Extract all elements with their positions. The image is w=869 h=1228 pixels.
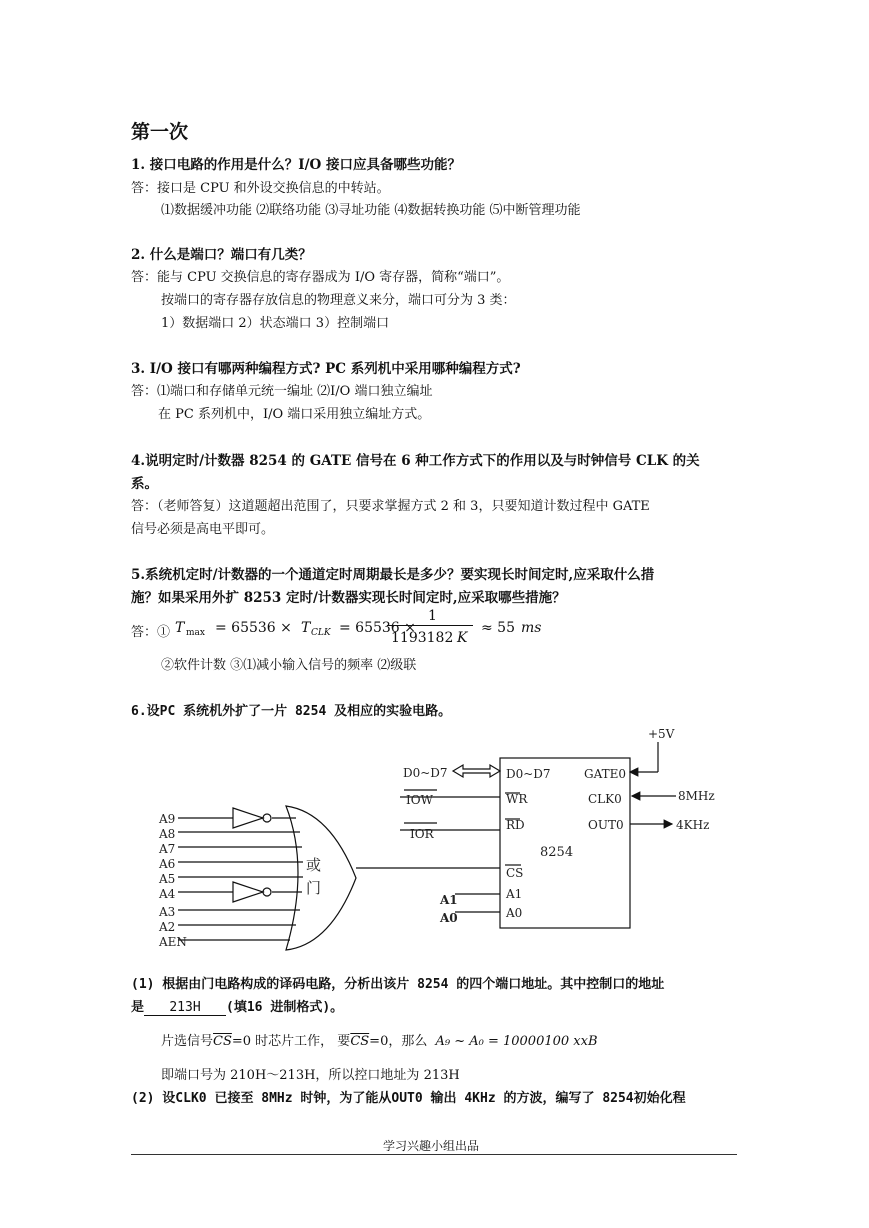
cs-symbol-2: $\overline{CS}$ xyxy=(350,1034,370,1049)
question-5-cont: 施？如果采用外扩 8253 定时/计数器实现长时间定时,应采取哪些措施？ xyxy=(131,590,566,606)
address-expression: A₉ ~ A₀ = 10000100 xxB xyxy=(435,1034,598,1049)
input-a8: A8 xyxy=(159,827,176,841)
cs-mid: =0 时芯片工作， 要 xyxy=(231,1034,351,1049)
input-a3: A3 xyxy=(159,905,176,919)
cs-mid2: =0，那么 xyxy=(369,1034,428,1049)
input-a2: A2 xyxy=(159,920,176,934)
cs-symbol: $\overline{CS}$ xyxy=(213,1034,232,1049)
answer-2-types: 1）数据端口 2）状态端口 3）控制端口 xyxy=(161,316,390,331)
input-a7: A7 xyxy=(159,842,176,856)
question-2: 2. 什么是端口？端口有几类？ xyxy=(131,247,312,263)
input-a4: A4 xyxy=(159,887,176,901)
chip-8254-box xyxy=(500,758,630,928)
sub1-suffix: (填16 进制格式)。 xyxy=(226,1000,344,1015)
pin-a1: A1 xyxy=(506,887,523,901)
formula-t: T xyxy=(175,620,185,636)
answer-blank: 213H xyxy=(144,1000,226,1016)
input-a9: A9 xyxy=(159,812,176,826)
input-a5: A5 xyxy=(159,872,176,886)
chip-label: 8254 xyxy=(540,845,574,860)
input-aen: AEN xyxy=(159,935,187,949)
or-gate-label2: 门 xyxy=(306,879,322,897)
footer-text: 学习兴趣小组出品 xyxy=(383,1139,480,1153)
or-gate-label: 或 xyxy=(306,856,322,874)
formula-unit: ms xyxy=(521,620,542,636)
formula-eq2: = 65536 × xyxy=(339,620,416,636)
pin-cs: CS xyxy=(506,866,524,880)
answer-1-functions: ⑴数据缓冲功能 ⑵联络功能 ⑶寻址功能 ⑷数据转换功能 ⑸中断管理功能 xyxy=(161,203,581,218)
question-6: 6.设PC 系统机外扩了一片 8254 及相应的实验电路。 xyxy=(131,704,452,719)
answer-3: 答：⑴端口和存储单元统一编址 ⑵I/O 端口独立编址 xyxy=(131,384,433,399)
question-4-cont: 系。 xyxy=(131,476,158,492)
formula-t2-sub: CLK xyxy=(311,628,331,638)
page-title: 第一次 xyxy=(131,121,189,143)
subquestion-1-cont xyxy=(131,996,343,1016)
fraction-bar xyxy=(387,625,473,626)
question-1: 1. 接口电路的作用是什么？I/O 接口应具备哪些功能？ xyxy=(131,157,461,173)
answer-2-detail: 按端口的寄存器存放信息的物理意义来分，端口可分为 3 类： xyxy=(161,293,516,308)
pin-rd: RD xyxy=(506,818,525,832)
question-4: 4.说明定时/计数器 8254 的 GATE 信号在 6 种工作方式下的作用以及与时钟信号 CLK 的关 xyxy=(131,453,700,469)
formula-approx: ≈ 55 xyxy=(481,620,515,636)
bus-label: D0~D7 xyxy=(403,766,448,780)
question-3: 3. I/O 接口有哪两种编程方式? PC 系列机中采用哪种编程方式? xyxy=(131,361,521,377)
pin-gate: GATE0 xyxy=(584,767,626,781)
formula-eq1: = 65536 × xyxy=(215,620,292,636)
pin-out: OUT0 xyxy=(588,818,624,832)
answer-5-prefix: 答：① xyxy=(131,625,171,640)
answer-4: 答：（老师答复）这道题超出范围了，只要求掌握方式 2 和 3，只要知道计数过程中 GATE xyxy=(131,499,650,514)
formula-den-unit: K xyxy=(457,630,468,646)
cs-pre: 片选信号 xyxy=(161,1034,214,1049)
sub1-prefix: 是 xyxy=(131,1000,145,1015)
formula-t2: T xyxy=(301,620,311,636)
out-freq-label: 4KHz xyxy=(676,818,710,832)
pin-data: D0~D7 xyxy=(506,767,551,781)
answer-2: 答：能与 CPU 交换信息的寄存器成为 I/O 寄存器，简称“端口”。 xyxy=(131,270,510,285)
or-gate xyxy=(286,806,356,950)
pin-clk: CLK0 xyxy=(588,792,622,806)
inverter-a9 xyxy=(233,808,263,828)
formula-numerator: 1 xyxy=(428,608,437,624)
cs-explanation xyxy=(161,1030,598,1049)
formula-denominator: 1193182 xyxy=(391,630,454,646)
answer-4-cont: 信号必须是高电平即可。 xyxy=(131,522,275,537)
input-a6: A6 xyxy=(159,857,176,871)
answer-5-measures: ②软件计数 ③⑴减小输入信号的频率 ⑵级联 xyxy=(161,658,417,673)
inverter-a4 xyxy=(233,882,263,902)
vcc-label: +5V xyxy=(648,727,675,741)
iow-label: IOW xyxy=(406,793,433,807)
circuit-diagram xyxy=(150,722,730,954)
answer-1: 答：接口是 CPU 和外设交换信息的中转站。 xyxy=(131,181,390,196)
a0-label: A0 xyxy=(440,911,458,925)
a1-label: A1 xyxy=(440,893,458,907)
footer-divider xyxy=(131,1154,737,1155)
question-5: 5.系统机定时/计数器的一个通道定时周期最长是多少？要实现长时间定时,应采取什么措 xyxy=(131,567,655,583)
clk-in-label: 8MHz xyxy=(678,789,715,803)
formula-t-sub: max xyxy=(186,628,205,638)
pin-a0: A0 xyxy=(506,906,523,920)
subquestion-1: (1) 根据由门电路构成的译码电路，分析出该片 8254 的四个端口地址。其中控制口的地址 xyxy=(131,977,665,992)
pin-wr: WR xyxy=(506,792,528,806)
port-address-line: 即端口号为 210H～213H，所以控口地址为 213H xyxy=(161,1068,460,1083)
answer-3-detail: 在 PC 系列机中，I/O 端口采用独立编址方式。 xyxy=(158,407,431,422)
subquestion-2: (2) 设CLK0 已接至 8MHz 时钟，为了能从OUT0 输出 4KHz 的方波，编写了 8254初始化程 xyxy=(131,1091,686,1106)
ior-label: IOR xyxy=(410,827,434,841)
